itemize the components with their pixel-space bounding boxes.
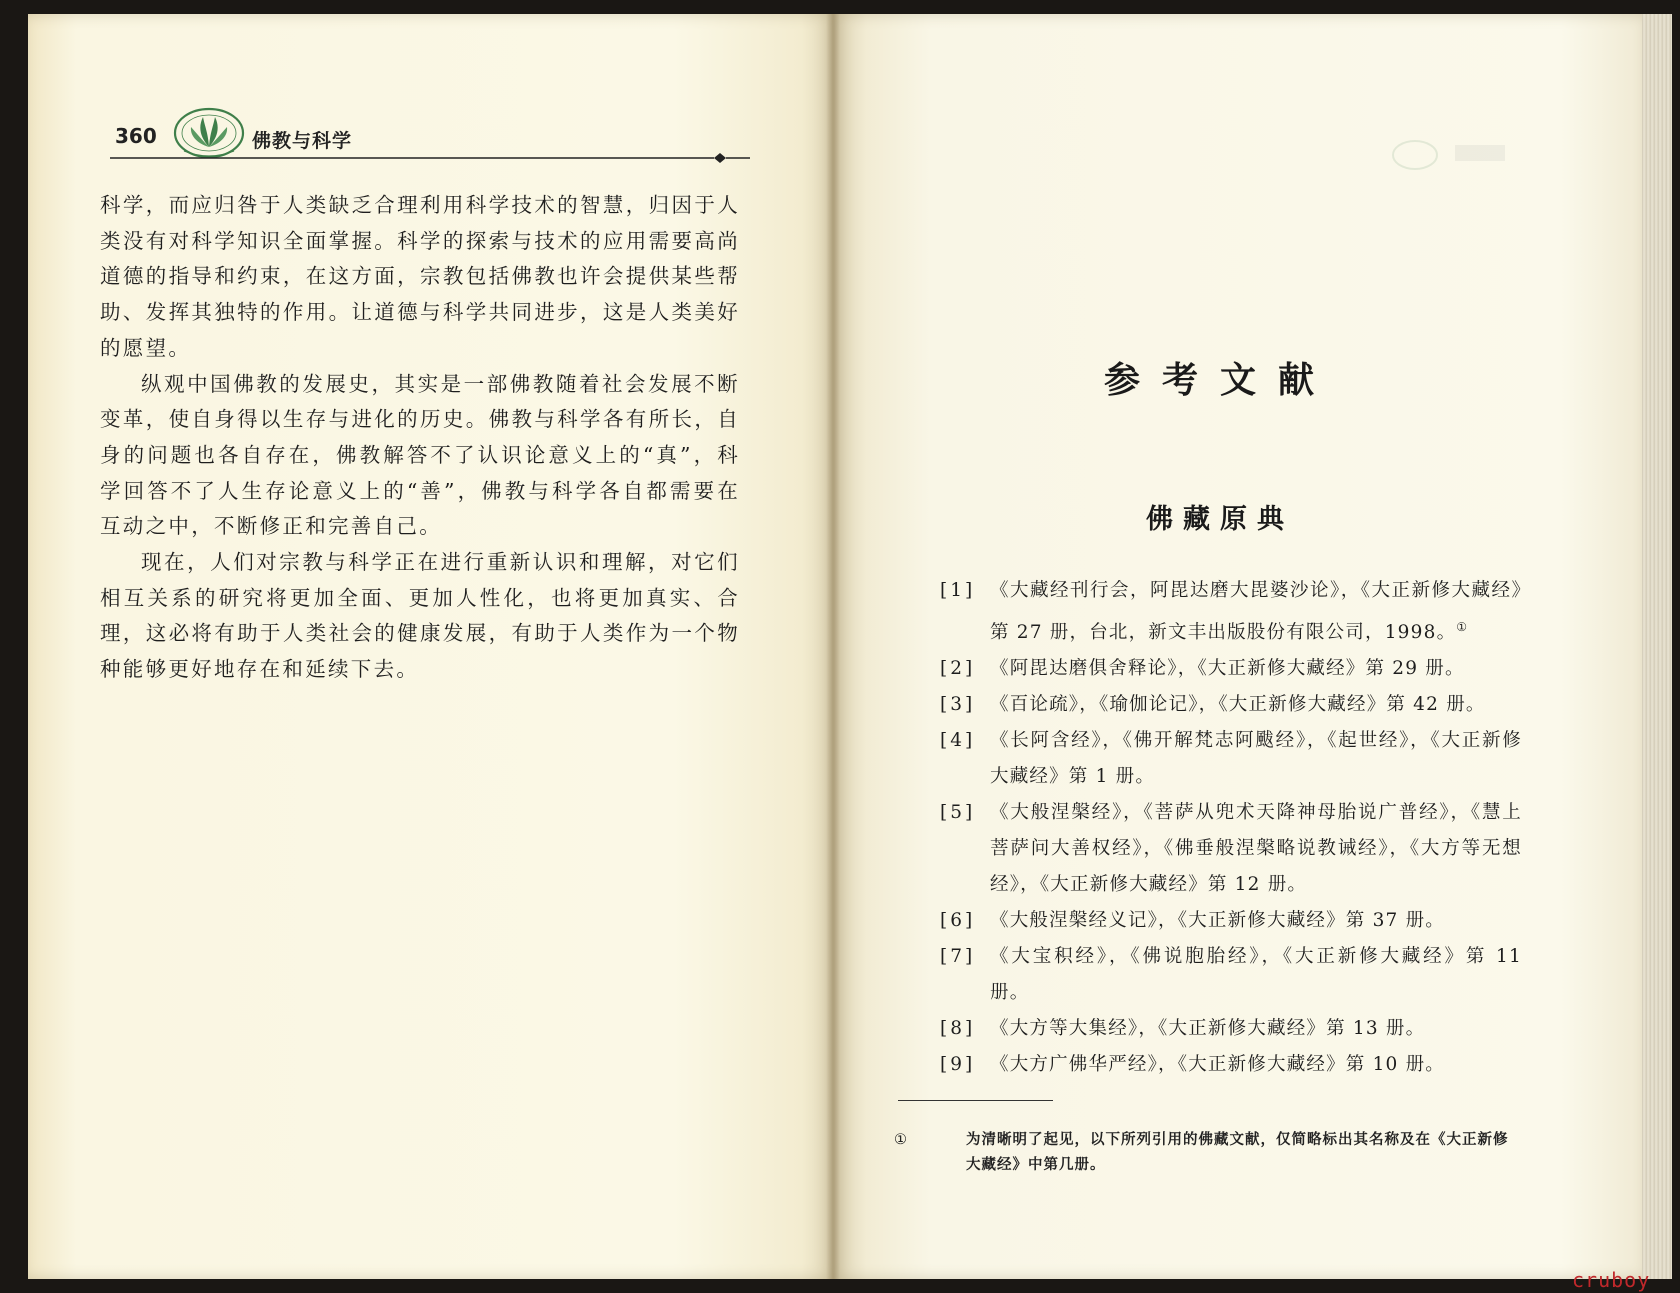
reference-number: [3]	[940, 694, 976, 716]
reference-text: 《大藏经刊行会，阿毘达磨大毘婆沙论》，《大正新修大藏经》第 27 册，台北，新文丰出版股份有限公司，1998。①	[990, 580, 1522, 644]
reference-number: [5]	[940, 802, 976, 824]
bibliography-title: 参考文献	[1103, 359, 1336, 401]
running-title: 佛教与科学	[252, 130, 353, 152]
reference-item	[940, 939, 1522, 1011]
paragraph-1: 科学，而应归咎于人类缺乏合理利用科学技术的智慧，归因于人类没有对科学知识全面掌握。科学的探索与技术的应用需要高尚道德的指导和约束，在这方面，宗教包括佛教也许会提供某些帮助、发挥其独特的作用。让道德与科学共同进步，这是人类美好的愿望。	[100, 193, 740, 360]
body-text	[100, 188, 740, 688]
reference-item	[940, 1011, 1522, 1047]
reference-number: [1]	[940, 580, 976, 601]
reference-number: [4]	[940, 730, 976, 752]
reference-item	[940, 903, 1522, 939]
paragraph-2: 纵观中国佛教的发展史，其实是一部佛教随着社会发展不断变革，使自身得以生存与进化的历史。佛教与科学各有所长，自身的问题也各自存在，佛教解答不了认识论意义上的“真”，科学回答不了人生存论意义上的“善”，佛教与科学各自都需要在互动之中，不断修正和完善自己。	[100, 371, 740, 539]
footnote-marker[interactable]: ①	[1456, 620, 1469, 634]
bleed-through-header	[1385, 135, 1525, 175]
reference-number: [8]	[940, 1018, 976, 1040]
reference-text: 《大般涅槃经》，《菩萨从兜术天降神母胎说广普经》，《慧上菩萨问大善权经》，《佛垂般涅槃略说教诫经》，《大方等无想经》，《大正新修大藏经》第 12 册。	[990, 802, 1522, 896]
reference-text: 《大方等大集经》，《大正新修大藏经》第 13 册。	[990, 1018, 1426, 1040]
reference-text: 《大般涅槃经义记》，《大正新修大藏经》第 37 册。	[990, 910, 1446, 932]
reference-text: 《阿毘达磨俱舍释论》，《大正新修大藏经》第 29 册。	[990, 658, 1465, 680]
reference-item	[940, 1047, 1522, 1083]
paragraph-3: 现在，人们对宗教与科学正在进行重新认识和理解，对它们相互关系的研究将更加全面、更加人性化，也将更加真实、合理，这必将有助于人类社会的健康发展，有助于人类作为一个物种能够更好地存在和延续下去。	[100, 550, 740, 682]
footnote-rule	[898, 1100, 1053, 1101]
reference-number: [9]	[940, 1054, 976, 1076]
reference-text: 《百论疏》，《瑜伽论记》，《大正新修大藏经》第 42 册。	[990, 694, 1486, 716]
reference-text: 《大方广佛华严经》，《大正新修大藏经》第 10 册。	[990, 1054, 1446, 1076]
page-edges	[1642, 14, 1672, 1279]
footnote-mark: ①	[894, 1132, 908, 1148]
reference-number: [6]	[940, 910, 976, 932]
header-rule	[110, 152, 750, 166]
reference-number: [2]	[940, 658, 976, 680]
footnote-text: 为清晰明了起见，以下所列引用的佛藏文献，仅简略标出其名称及在《大正新修大藏经》中第几册。	[966, 1132, 1509, 1173]
reference-item	[940, 651, 1522, 687]
reference-item	[940, 723, 1522, 795]
reference-number: [7]	[940, 946, 976, 968]
reference-text: 《长阿含经》，《佛开解梵志阿颰经》，《起世经》，《大正新修大藏经》第 1 册。	[990, 730, 1522, 788]
section-title: 佛藏原典	[1146, 504, 1294, 535]
reference-item	[940, 573, 1522, 651]
footnote	[894, 1128, 1522, 1178]
reference-item	[940, 795, 1522, 903]
book-spine-seam	[826, 14, 840, 1279]
reference-item	[940, 687, 1522, 723]
watermark: cruboy	[1572, 1268, 1651, 1292]
reference-list	[940, 573, 1522, 1083]
page-number: 360	[115, 124, 157, 148]
reference-text: 《大宝积经》，《佛说胞胎经》，《大正新修大藏经》第 11 册。	[990, 946, 1522, 1004]
